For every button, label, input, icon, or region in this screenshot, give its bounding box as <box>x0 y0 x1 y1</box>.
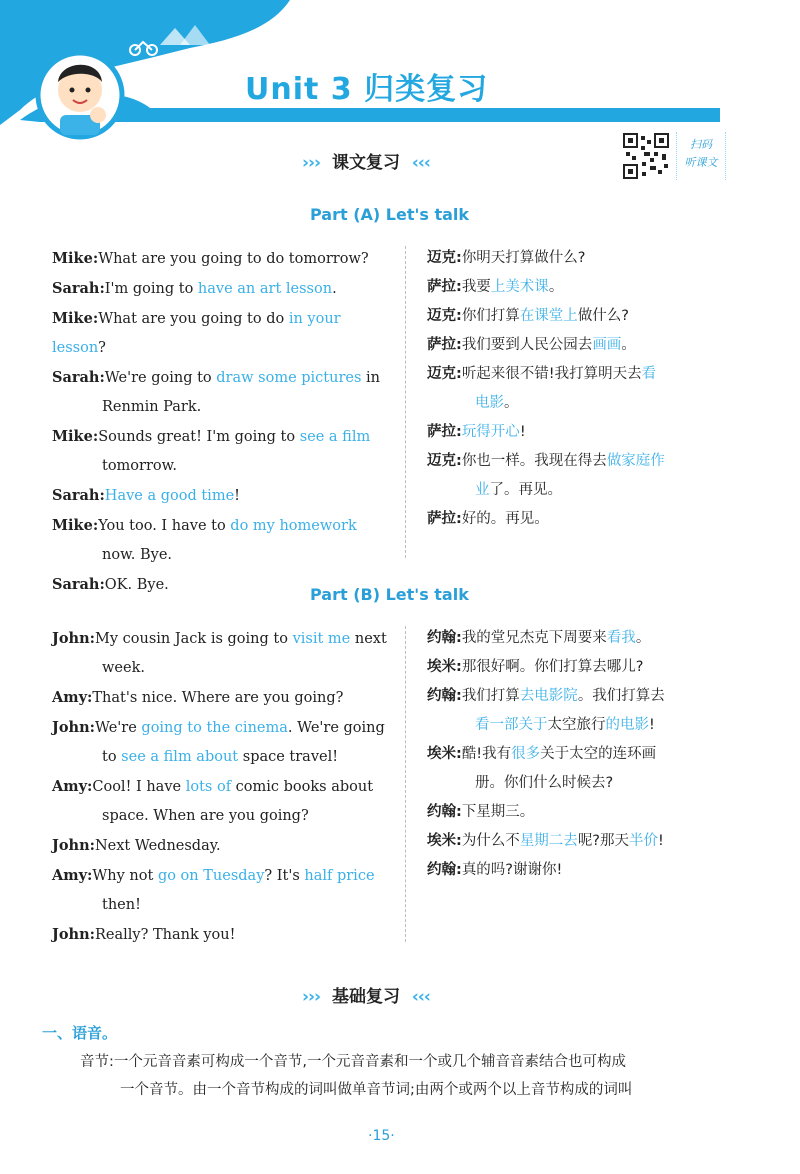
highlighted-phrase: 看我 <box>606 630 636 646</box>
dialogue-text: next <box>350 631 387 647</box>
highlighted-phrase: have an art lesson <box>197 281 333 297</box>
section-heading-text-review <box>302 148 430 173</box>
speaker-name: Sarah: <box>52 369 105 386</box>
dialogue-text: Next Wednesday. <box>94 838 221 854</box>
dialogue-text: 我们打算 <box>461 688 520 704</box>
speaker-name: 约翰: <box>427 630 462 646</box>
highlighted-phrase: half price <box>304 868 375 884</box>
dialogue-text: ! <box>649 717 655 733</box>
dialogue-continuation: 册。你们什么时候去? <box>475 775 614 791</box>
dialogue-text: That's nice. Where are you going? <box>92 690 344 706</box>
dialogue-continuation: then! <box>102 897 141 913</box>
dialogue-text: ? <box>98 340 106 356</box>
highlighted-phrase: 半价 <box>629 833 659 849</box>
dialogue-text: OK. Bye. <box>104 577 169 593</box>
speaker-name: Amy: <box>52 689 93 706</box>
dialogue-line <box>52 304 392 363</box>
dialogue-text: 我们要到人民公园去 <box>461 337 593 353</box>
dialogue-text: ? It's <box>264 868 305 884</box>
dialogue-line <box>427 682 727 740</box>
highlighted-phrase: lots of <box>185 779 232 795</box>
dialogue-text: What are you going to do tomorrow? <box>98 251 369 267</box>
speaker-name: Sarah: <box>52 280 105 297</box>
dialogue-text: 呢?那天 <box>577 833 630 849</box>
dialogue-continuation: space. When are you going? <box>102 808 309 824</box>
highlighted-phrase: in your lesson <box>52 311 341 356</box>
dialogue-text: 你明天打算做什么? <box>461 250 586 266</box>
dialogue-text: 酷!我有 <box>461 746 512 762</box>
dialogue-text: 真的吗?谢谢你! <box>461 862 563 878</box>
dialogue-text: 听起来很不错!我打算明天去 <box>461 366 642 382</box>
dialogue-line <box>427 653 727 682</box>
basics-paragraph-line: 一个音节。由一个音节构成的词叫做单音节词;由两个或两个以上音节构成的词叫 <box>120 1082 633 1098</box>
dialogue-text: Why not <box>92 868 158 884</box>
dialogue-line <box>427 331 727 360</box>
page-number: ·15· <box>368 1128 395 1144</box>
highlighted-phrase: Have a good time <box>104 488 235 504</box>
highlighted-phrase: do my homework <box>230 518 357 534</box>
dialogue-text: We're <box>94 720 142 736</box>
speaker-name: 埃米: <box>427 833 462 849</box>
speaker-name: John: <box>52 630 95 647</box>
dialogue-text: 。 <box>548 279 564 295</box>
highlighted-phrase: see a film <box>299 429 371 445</box>
dialogue-continuation: tomorrow. <box>102 458 177 474</box>
section-title: 课文复习 <box>331 153 400 173</box>
dialogue-text: ! <box>234 488 240 504</box>
dialogue-line <box>427 827 727 856</box>
scan-label-line1: 扫码 <box>690 138 712 151</box>
dialogue-line <box>52 422 392 481</box>
part-a-english-dialogue <box>52 244 392 600</box>
dialogue-line <box>52 511 392 570</box>
dialogue-text: ! <box>519 424 526 440</box>
scan-to-listen-label <box>676 132 726 180</box>
dialogue-line <box>427 273 727 302</box>
highlighted-phrase: draw some pictures <box>216 370 362 386</box>
highlighted-phrase: 业 <box>475 482 490 498</box>
column-divider <box>405 246 406 558</box>
column-divider <box>405 626 406 942</box>
dialogue-text: 。 <box>621 337 636 353</box>
speaker-name: 迈克: <box>427 453 462 469</box>
speaker-name: Sarah: <box>52 487 105 504</box>
highlighted-phrase: 在课堂上 <box>519 308 578 324</box>
highlighted-phrase: 做家庭作 <box>606 453 665 469</box>
dialogue-continuation <box>427 389 727 418</box>
speaker-name: 迈克: <box>427 308 462 324</box>
highlighted-phrase: 玩得开心 <box>461 424 520 440</box>
dialogue-text: 为什么不 <box>461 833 520 849</box>
speaker-name: 约翰: <box>427 862 462 878</box>
highlighted-phrase: 看一部关于 <box>475 717 548 733</box>
dialogue-text: in <box>361 370 381 386</box>
qr-code-icon[interactable] <box>622 132 670 180</box>
dialogue-continuation <box>427 476 727 505</box>
dialogue-line <box>427 798 727 827</box>
dialogue-text: 。我们打算去 <box>577 688 665 704</box>
chevron-right-icon: ››› <box>302 153 321 173</box>
dialogue-continuation <box>427 711 727 740</box>
highlighted-phrase: 去电影院 <box>519 688 578 704</box>
dialogue-text: We're going to <box>104 370 217 386</box>
dialogue-line <box>427 302 727 331</box>
highlighted-phrase: 电影 <box>475 395 504 411</box>
speaker-name: John: <box>52 837 95 854</box>
dialogue-text: 我要 <box>461 279 491 295</box>
chevron-left-icon: ‹‹‹ <box>411 153 430 173</box>
dialogue-line <box>52 772 392 831</box>
dialogue-text: 。 <box>635 630 651 646</box>
speaker-name: 迈克: <box>427 250 462 266</box>
dialogue-text: 太空旅行 <box>547 717 606 733</box>
dialogue-text: comic books about <box>231 779 374 795</box>
highlighted-phrase: 的电影 <box>605 717 649 733</box>
highlighted-phrase: 上美术课 <box>490 279 549 295</box>
speaker-name: Mike: <box>52 428 99 445</box>
part-a-title: Part (A) Let's talk <box>310 205 470 224</box>
speaker-name: 埃米: <box>427 659 462 675</box>
dialogue-line <box>427 360 727 418</box>
dialogue-line <box>52 831 392 861</box>
highlighted-phrase: see a film about <box>121 749 239 765</box>
dialogue-text: to <box>102 749 122 765</box>
chevron-right-icon: ››› <box>302 987 321 1007</box>
dialogue-text: 我的堂兄杰克下周要来 <box>461 630 607 646</box>
section-heading-basics <box>302 982 430 1007</box>
dialogue-line <box>52 244 392 274</box>
dialogue-line <box>427 505 727 534</box>
speaker-name: 萨拉: <box>427 279 462 295</box>
speaker-name: 萨拉: <box>427 337 462 353</box>
basics-paragraph-line: 音节:一个元音音素可构成一个音节,一个元音音素和一个或几个辅音音素结合也可构成 <box>80 1054 626 1070</box>
dialogue-text: Sounds great! I'm going to <box>98 429 300 445</box>
speaker-name: Sarah: <box>52 576 105 593</box>
speaker-name: John: <box>52 719 95 736</box>
dialogue-line <box>52 861 392 920</box>
speaker-name: Mike: <box>52 310 99 327</box>
dialogue-text: space travel! <box>238 749 339 765</box>
dialogue-continuation: now. Bye. <box>102 547 173 563</box>
dialogue-text: 。 <box>504 395 519 411</box>
speaker-name: 萨拉: <box>427 511 462 527</box>
highlighted-phrase: 很多 <box>511 746 541 762</box>
highlighted-phrase: going to the cinema <box>141 720 288 736</box>
dialogue-line <box>427 447 727 505</box>
dialogue-text: 关于太空的连环画 <box>540 746 657 762</box>
dialogue-line <box>52 624 392 683</box>
dialogue-continuation <box>52 743 392 772</box>
part-b-english-dialogue <box>52 624 392 950</box>
dialogue-line <box>52 363 392 422</box>
part-a-chinese-dialogue <box>427 244 727 534</box>
dialogue-text: My cousin Jack is going to <box>94 631 293 647</box>
section-title: 基础复习 <box>331 987 400 1007</box>
speaker-name: John: <box>52 926 95 943</box>
highlighted-phrase: 画画 <box>592 337 622 353</box>
dialogue-text: 做什么? <box>577 308 630 324</box>
dialogue-continuation: week. <box>102 660 145 676</box>
dialogue-text: . We're going <box>287 720 385 736</box>
dialogue-line <box>52 481 392 511</box>
speaker-name: Mike: <box>52 250 99 267</box>
dialogue-text: 你们打算 <box>461 308 520 324</box>
dialogue-text: 下星期三。 <box>461 804 535 820</box>
dialogue-line <box>427 624 727 653</box>
highlighted-phrase: 星期二去 <box>519 833 578 849</box>
part-b-chinese-dialogue <box>427 624 727 885</box>
dialogue-text: Really? Thank you! <box>94 927 236 943</box>
dialogue-text: You too. I have to <box>98 518 231 534</box>
dialogue-text: 那很好啊。你们打算去哪儿? <box>461 659 644 675</box>
dialogue-text: ! <box>658 833 664 849</box>
speaker-name: 约翰: <box>427 688 462 704</box>
dialogue-text: What are you going to do <box>98 311 289 327</box>
dialogue-text: 你也一样。我现在得去 <box>461 453 607 469</box>
highlighted-phrase: go on Tuesday <box>157 868 265 884</box>
highlighted-phrase: 看 <box>641 366 657 382</box>
part-b-title: Part (B) Let's talk <box>310 585 469 604</box>
basics-item-label: 一、语音。 <box>42 1024 118 1042</box>
dialogue-continuation: Renmin Park. <box>102 399 202 415</box>
highlighted-phrase: visit me <box>292 631 351 647</box>
speaker-name: 萨拉: <box>427 424 462 440</box>
speaker-name: Amy: <box>52 867 93 884</box>
dialogue-text: I'm going to <box>104 281 198 297</box>
dialogue-line <box>427 418 727 447</box>
dialogue-line <box>52 713 392 772</box>
speaker-name: 埃米: <box>427 746 462 762</box>
scan-label-line2: 听课文 <box>684 156 718 169</box>
unit-title: Unit 3 归类复习 <box>245 72 489 107</box>
dialogue-line <box>52 920 392 950</box>
dialogue-text: Cool! I have <box>92 779 186 795</box>
dialogue-text: . <box>332 281 337 297</box>
chevron-left-icon: ‹‹‹ <box>411 987 430 1007</box>
dialogue-line <box>427 856 727 885</box>
dialogue-text: 了。再见。 <box>489 482 562 498</box>
speaker-name: 迈克: <box>427 366 462 382</box>
speaker-name: Amy: <box>52 778 93 795</box>
dialogue-line <box>52 274 392 304</box>
dialogue-text: 好的。再见。 <box>461 511 549 527</box>
dialogue-line <box>52 683 392 713</box>
dialogue-line <box>427 740 727 798</box>
dialogue-line <box>427 244 727 273</box>
speaker-name: 约翰: <box>427 804 462 820</box>
speaker-name: Mike: <box>52 517 99 534</box>
